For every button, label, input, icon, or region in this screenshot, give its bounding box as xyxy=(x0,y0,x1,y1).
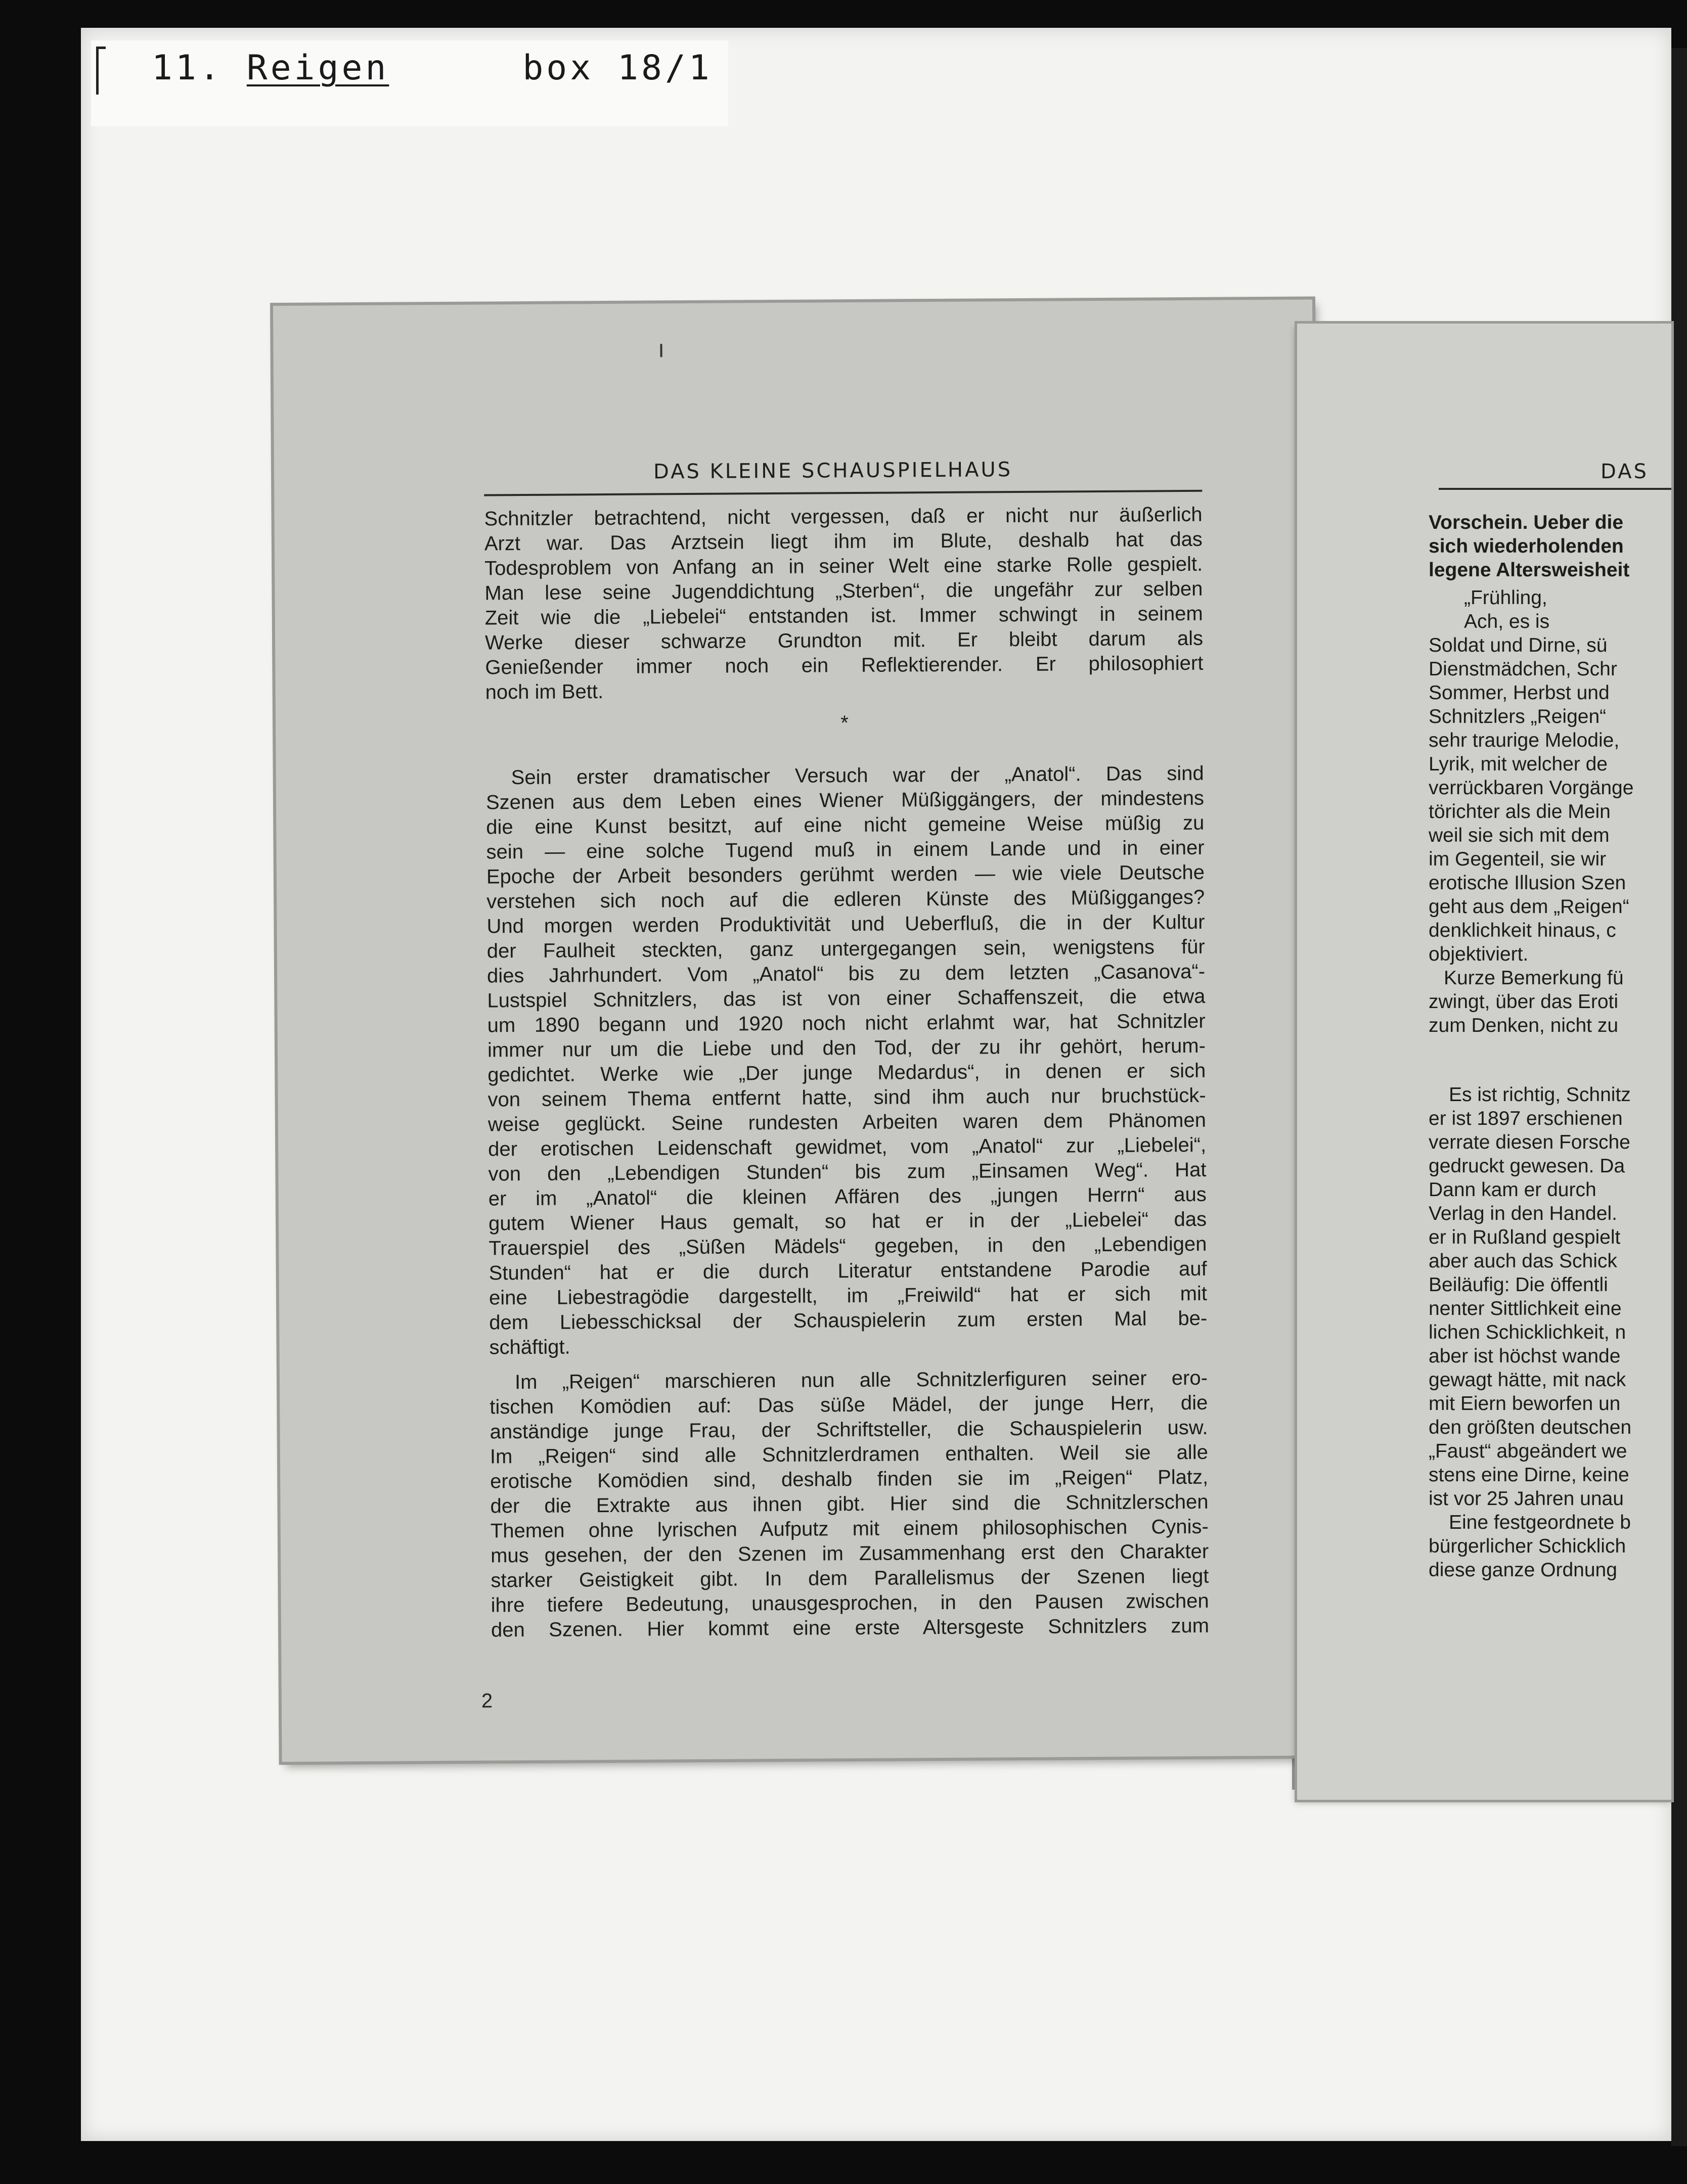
text-line: denklichkeit hinaus, c xyxy=(1429,920,1616,941)
article-body xyxy=(484,503,1209,1643)
text-line: Kurze Bemerkung fü xyxy=(1444,967,1624,989)
text-line: Lyrik, mit welcher de xyxy=(1429,753,1608,775)
text-line: Genießender immer noch ein Reflektierender. Er philosophiert xyxy=(485,652,1204,679)
text-line: Epoche der Arbeit besonders gerühmt werden — wie viele Deutsche xyxy=(486,861,1205,888)
text-line: Vorschein. Ueber die xyxy=(1429,512,1624,533)
text-line: Beiläufig: Die öffentli xyxy=(1429,1274,1608,1296)
text-line: erotische Illusion Szen xyxy=(1429,872,1626,894)
text-line: sehr traurige Melodie, xyxy=(1429,730,1620,751)
archive-label xyxy=(152,48,713,88)
text-line: verrückbaren Vorgänge xyxy=(1429,777,1634,799)
text-line: dem Liebesschicksal der Schauspielerin zum ersten Mal be- xyxy=(489,1307,1208,1334)
text-line: weise geglückt. Seine rundesten Arbeiten waren dem Phänomen xyxy=(487,1109,1207,1136)
text-line: Arzt war. Das Arztsein liegt ihm im Blute, deshalb hat das xyxy=(484,528,1203,555)
paragraph-c xyxy=(1429,1083,1671,1582)
label-title: Reigen xyxy=(246,48,389,88)
header-rule xyxy=(484,490,1202,496)
text-line: Werke dieser schwarze Grundton mit. Er bleibt darum als xyxy=(484,627,1204,654)
text-line: sein — eine solche Tugend muß in einem Lande und in einer xyxy=(486,836,1205,863)
text-line: Im „Reigen“ sind alle Schnitzlerdramen enthalten. Weil sie alle xyxy=(490,1441,1209,1468)
text-line: Trauerspiel des „Süßen Mädels“ gegeben, in den „Lebendigen xyxy=(489,1233,1207,1260)
section-asterisk: * xyxy=(840,712,849,735)
text-line: Lustspiel Schnitzlers, das ist von einer Schaffenszeit, die etwa xyxy=(487,985,1206,1012)
running-head: DAS KLEINE SCHAUSPIELHAUS xyxy=(653,458,1013,484)
text-line: Verlag in den Handel. xyxy=(1429,1203,1617,1224)
text-line: tischen Komödien auf: Das süße Mädel, der junge Herr, die xyxy=(490,1391,1208,1419)
text-line: der Faulheit steckten, ganz untergegangen sein, wenigstens für xyxy=(486,935,1205,963)
text-line: schäftigt. xyxy=(489,1336,570,1359)
text-line: verrate diesen Forsche xyxy=(1429,1131,1630,1153)
text-line: ihre tiefere Bedeutung, unausgesprochen, in den Pausen zwischen xyxy=(491,1589,1209,1617)
text-line: legene Altersweisheit xyxy=(1429,559,1630,581)
text-line: immer nur um die Liebe und den Tod, der zu ihr gehört, herum- xyxy=(487,1034,1206,1062)
running-head-partial: DAS xyxy=(1601,460,1649,483)
text-line: er ist 1897 erschienen xyxy=(1429,1108,1623,1129)
text-line: er im „Anatol“ die kleinen Affären des „jungen Herrn“ aus xyxy=(488,1183,1207,1210)
text-line: gewagt hätte, mit nack xyxy=(1429,1369,1626,1391)
text-line: er in Rußland gespielt xyxy=(1429,1226,1621,1248)
text-line: sich wiederholenden xyxy=(1429,535,1624,557)
text-line: Dienstmädchen, Schr xyxy=(1429,658,1617,680)
article-body-partial xyxy=(1429,511,1671,1582)
text-line: den Szenen. Hier kommt eine erste Altersgeste Schnitzlers zum xyxy=(491,1614,1210,1642)
text-line: gutem Wiener Haus gemalt, so hat er in der „Liebelei“ das xyxy=(488,1208,1207,1235)
text-line: Eine festgeordnete b xyxy=(1449,1512,1631,1533)
header-rule-partial xyxy=(1439,488,1671,490)
text-line: Stunden“ hat er die durch Literatur entstandene Parodie auf xyxy=(489,1257,1207,1285)
text-line: der erotischen Leidenschaft gewidmet, vom „Anatol“ zur „Liebelei“, xyxy=(488,1133,1207,1161)
text-line: aber ist höchst wande xyxy=(1429,1345,1621,1367)
text-line: lichen Schicklichkeit, n xyxy=(1429,1322,1626,1343)
text-line: der die Extrakte aus ihnen gibt. Hier sind die Schnitzlerschen xyxy=(490,1490,1209,1518)
text-line: Sommer, Herbst und xyxy=(1429,682,1610,704)
paragraph-a xyxy=(1429,511,1671,582)
text-line: um 1890 begann und 1920 noch nicht erlahmt war, hat Schnitzler xyxy=(487,1010,1206,1037)
paragraph-1 xyxy=(484,503,1203,705)
text-line: objektiviert. xyxy=(1429,943,1529,965)
text-line: „Frühling, xyxy=(1464,587,1547,609)
text-line: erotische Komödien sind, deshalb finden sie im „Reigen“ Platz, xyxy=(490,1466,1209,1493)
text-line: „Faust“ abgeändert we xyxy=(1429,1440,1627,1462)
text-line: von seinem Thema entfernt hatte, sind ihm auch nur bruchstück- xyxy=(487,1084,1206,1111)
label-number: 11. xyxy=(152,48,223,88)
paragraph-b xyxy=(1429,586,1671,1037)
text-line: Im „Reigen“ marschieren nun alle Schnitzlerfiguren seiner ero- xyxy=(514,1367,1208,1394)
text-line: von den „Lebendigen Stunden“ bis zum „Einsamen Weg“. Hat xyxy=(488,1158,1207,1186)
text-line: geht aus dem „Reigen“ xyxy=(1429,896,1629,918)
text-line: stens eine Dirne, keine xyxy=(1429,1464,1629,1486)
corner-bracket-icon xyxy=(96,47,106,95)
text-line: Soldat und Dirne, sü xyxy=(1429,634,1608,656)
text-line: noch im Bett. xyxy=(485,680,604,704)
clipping-page-main xyxy=(273,299,1321,1761)
tick-mark xyxy=(660,344,662,357)
text-line: starker Geistigkeit gibt. In dem Parallelismus der Szenen liegt xyxy=(491,1565,1209,1592)
text-line: dies Jahrhundert. Vom „Anatol“ bis zu dem letzten „Casanova“- xyxy=(486,960,1206,987)
text-line: ist vor 25 Jahren unau xyxy=(1429,1488,1624,1510)
text-line: mit Eiern beworfen un xyxy=(1429,1393,1621,1415)
text-line: Ach, es is xyxy=(1464,611,1550,632)
text-line: gedichtet. Werke wie „Der junge Medardus“, in denen er sich xyxy=(487,1059,1206,1086)
text-line: zwingt, über das Eroti xyxy=(1429,991,1619,1013)
text-line: aber auch das Schick xyxy=(1429,1250,1617,1272)
text-line: weil sie sich mit dem xyxy=(1429,825,1610,846)
text-line: törichter als die Mein xyxy=(1429,801,1611,823)
text-line: Themen ohne lyrischen Aufputz mit einem philosophischen Cynis- xyxy=(490,1515,1209,1542)
text-line: die eine Kunst besitzt, auf eine nicht gemeine Weise müßig zu xyxy=(486,811,1205,839)
text-line: nenter Sittlichkeit eine xyxy=(1429,1298,1622,1320)
text-line: Todesproblem von Anfang an in seiner Welt eine starke Rolle gespielt. xyxy=(484,553,1203,580)
film-edge xyxy=(1671,48,1687,2146)
text-line: Schnitzler betrachtend, nicht vergessen, daß er nicht nur äußerlich xyxy=(484,503,1203,530)
text-line: Zeit wie die „Liebelei“ entstanden ist. Immer schwingt in seinem xyxy=(484,602,1203,629)
text-line: gedruckt gewesen. Da xyxy=(1429,1155,1625,1177)
text-line: bürgerlicher Schicklich xyxy=(1429,1535,1626,1557)
paragraph-2 xyxy=(486,761,1208,1360)
text-line: Schnitzlers „Reigen“ xyxy=(1429,706,1607,727)
label-box: box 18/1 xyxy=(522,48,713,88)
text-line: Sein erster dramatischer Versuch war der „Anatol“. Das sind xyxy=(511,762,1204,789)
text-line: Und morgen werden Produktivität und Ueberfluß, die in der Kultur xyxy=(486,911,1205,938)
text-line: zum Denken, nicht zu xyxy=(1429,1015,1619,1036)
text-line: Szenen aus dem Leben eines Wiener Müßiggängers, der mindestens xyxy=(485,787,1205,814)
text-line: im Gegenteil, sie wir xyxy=(1429,848,1607,870)
text-line: anständige junge Frau, der Schriftsteller, die Schauspielerin usw. xyxy=(490,1416,1208,1443)
text-line: eine Liebestragödie dargestellt, im „Freiwild“ hat er sich mit xyxy=(489,1282,1208,1309)
text-line: diese ganze Ordnung xyxy=(1429,1559,1617,1581)
text-line: verstehen sich noch auf die edleren Künste des Müßigganges? xyxy=(486,886,1205,913)
text-line: mus gesehen, der den Szenen im Zusammenhang erst den Charakter xyxy=(490,1540,1209,1567)
clipping-page-second xyxy=(1297,324,1671,1800)
paragraph-3 xyxy=(490,1366,1209,1643)
text-line: Dann kam er durch xyxy=(1429,1179,1596,1201)
text-line: Es ist richtig, Schnitz xyxy=(1449,1084,1631,1106)
text-line: Man lese seine Jugenddichtung „Sterben“, die ungefähr zur selben xyxy=(484,577,1203,605)
text-line: den größten deutschen xyxy=(1429,1417,1632,1438)
page-number: 2 xyxy=(481,1690,493,1712)
